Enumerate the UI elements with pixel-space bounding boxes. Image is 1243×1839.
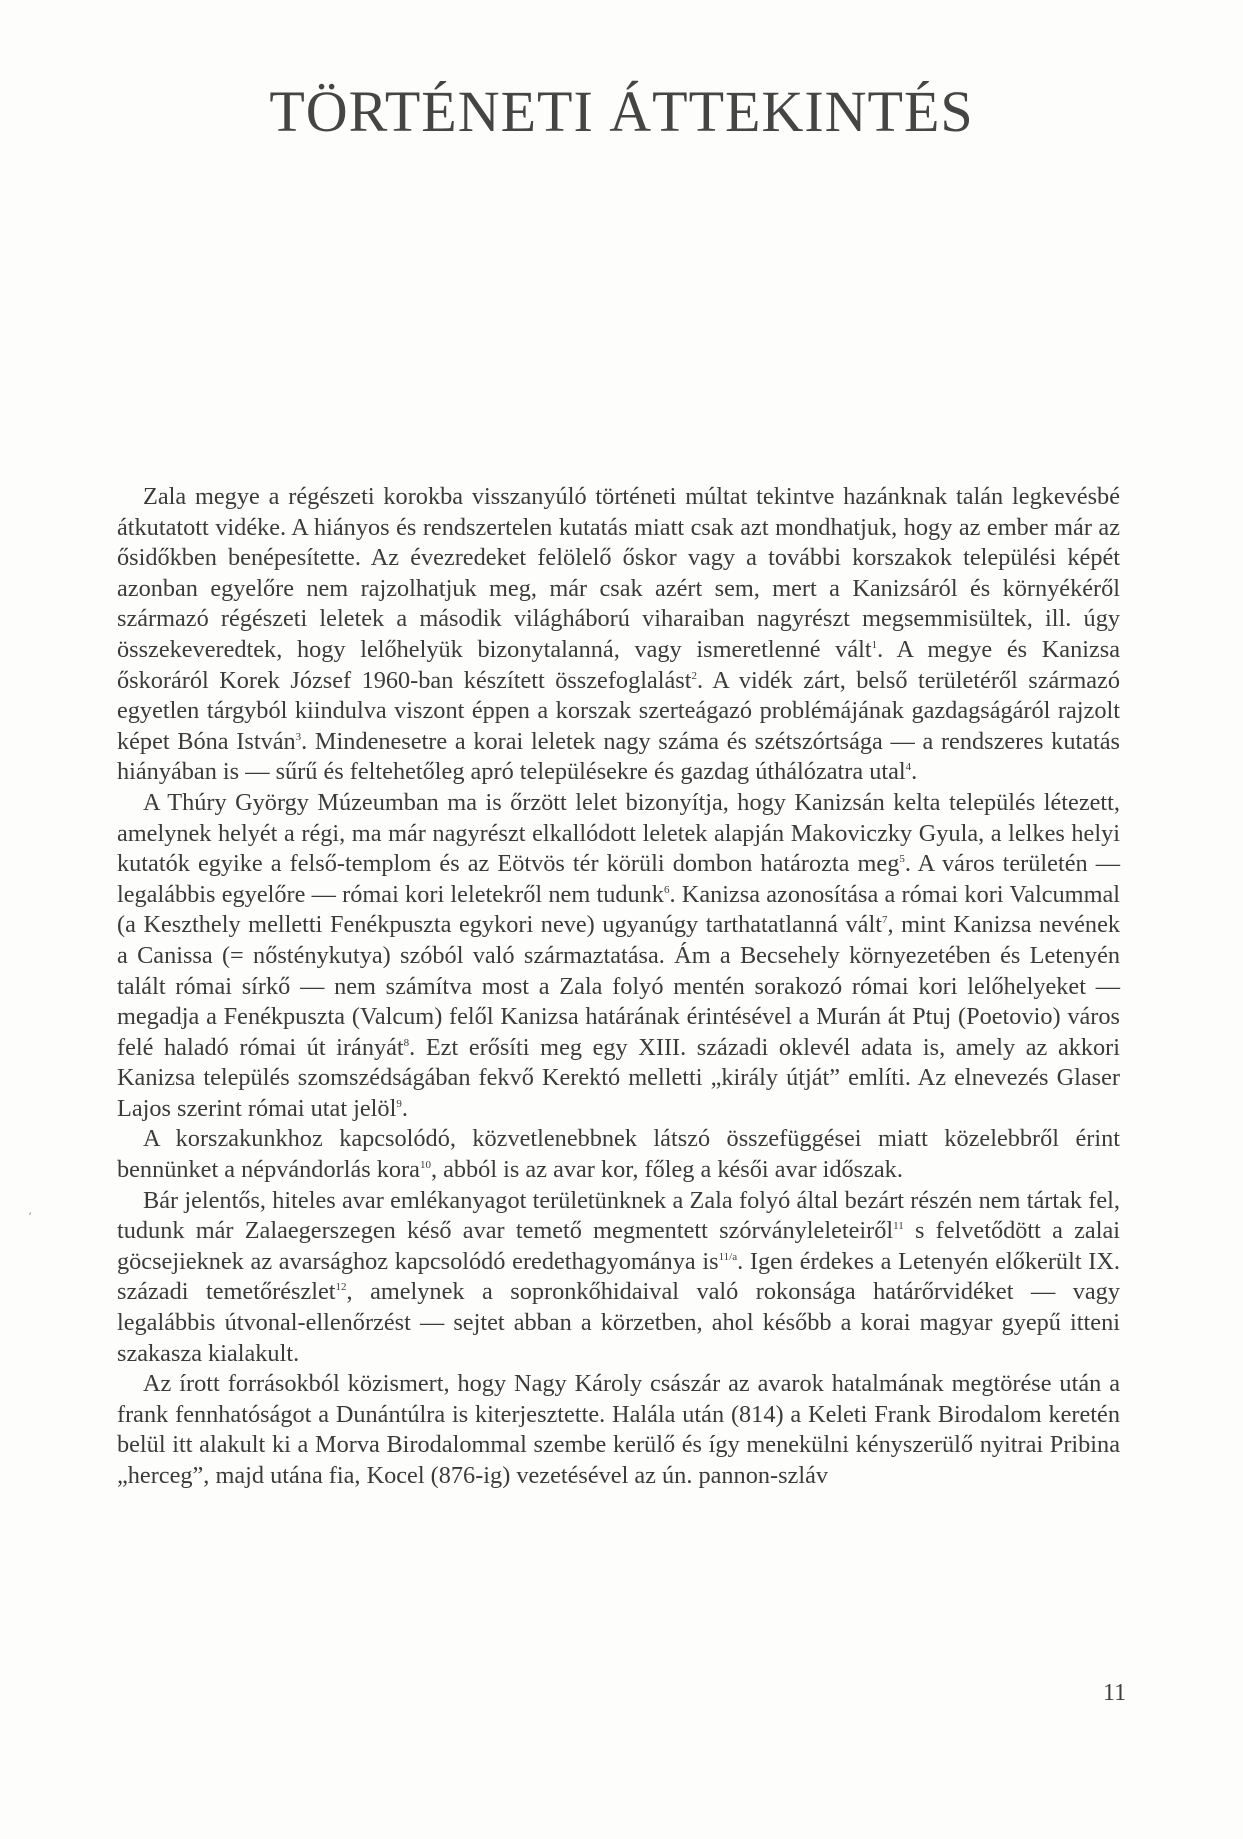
footnote-reference: 3 [295,730,302,743]
footnote-reference: 2 [691,669,697,682]
footnote-reference: 1 [871,638,878,651]
paragraph: Az írott forrásokból közismert, hogy Nagy Károly császár az avarok hatalmának megtörése után a frank fennhatóságot a Dunántúlra is kiterjesztette. Halála után (814) a Keleti Frank Birodalom keretén belül itt alakult ki a Morva Birodalommal szembe kerülő és így menekülni kényszerülő nyitrai Pribina „herceg”, majd utána fia, Kocel (876-ig) vezetésével az ún. pannon-szláv [117,1370,1120,1489]
scan-artifact-mark: ʻ [28,1210,32,1224]
paragraph: A Thúry György Múzeumban ma is őrzött lelet bizonyítja, hogy Kanizsán kelta település létezett, amelynek helyét a régi, ma már nagyrészt elkallódott leletek alapján Makoviczky Gyula, a lelkes helyi kutatók egyike a felső-templom és az Eötvös tér körüli dombon határozta meg$^5$. A város területén — legalábbis egyelőre — római kori leletekről nem tudunk$^6$. Kanizsa azonosítása a római kori Valcummal (a Keszthely melletti Fenékpuszta egykori neve) ugyanúgy tarthatatlanná vált$^7$, mint Kanizsa nevének a Canissa (= nősténykutya) szóból való származtatása. Ám a Becsehely környezetében és Letenyén talált római sírkő — nem számítva most a Zala folyó mentén sorakozó római kori lelőhelyeket — megadja a Fenékpuszta (Valcum) felől Kanizsa határának érintésével a Murán át Ptuj (Poetovio) város felé haladó római út irányát$^8$. Ezt erősíti meg egy XIII. századi oklevél adata is, amely az akkori Kanizsa település szomszédságában fekvő Kerektó melletti „király útját” említi. Az elnevezés Glaser Lajos szerint római utat jelöl$^9$. [117,788,1121,1122]
footnote-reference: 11/a [718,1250,738,1263]
footnote-reference: 12 [335,1281,347,1294]
footnote-reference: 7 [881,914,888,927]
footnote-reference: 9 [396,1097,402,1110]
page-number: 11 [1103,1680,1127,1706]
footnote-reference: 10 [419,1159,431,1172]
footnote-reference: 4 [905,761,912,774]
page-title: TÖRTÉNETI ÁTTEKINTÉS [269,79,974,144]
body-text [117,482,1120,1492]
footnote-reference: 5 [899,853,905,866]
footnote-reference: 8 [403,1036,410,1049]
paragraph: Bár jelentős, hiteles avar emlékanyagot területünknek a Zala folyó által bezárt részén nem tártak fel, tudunk már Zalaegerszegen késő avar temető megmentett szórványleleteiről$^{11}$ s felvetődött a zalai göcsejieknek az avarsághoz kapcsolódó eredethagyománya $is^{11/a}$. Igen érdekes a Letenyén előkerült IX. századi temetőrészlet$^{12}$, amelynek a sopronkőhidaival való rokonsága határőrvidéket — vagy legalábbis útvonal-ellenőrzést — sejtet abban a körzetben, ahol később a korai magyar gyepű itteni szakasza kialakult. [117,1186,1120,1367]
paragraph: Zala megye a régészeti korokba visszanyúló történeti múltat tekintve hazánknak talán legkevésbé átkutatott vidéke. A hiányos és rendszertelen kutatás miatt csak azt mondhatjuk, hogy az ember már az ősidőkben benépesítette. Az évezredeket felölelő őskor vagy a további korszakok települési képét azonban egyelőre nem rajzolhatjuk meg, már csak azért sem, mert a Kanizsáról és környékéről származó régészeti leletek a második világháború viharaiban nagyrészt megsemmisültek, ill. úgy összekeveredtek, hogy lelőhelyük bizonytalanná, vagy ismeretlenné vált$^1$. A megye és Kanizsa őskoráról Korek József 1960-ban készített összefoglalást$^2$. A vidék zárt, belső területéről származó egyetlen tárgyból kiindulva viszont éppen a korszak szerteágazó problémájának gazdagságáról rajzolt képet Bóna István$^3$. Mindenesetre a korai leletek nagy száma és szétszórtsága — a rendszeres kutatás hiányában is — sűrű és feltehetőleg apró településekre és gazdag úthálózatra utal$^4$. [117,483,1121,786]
footnote-reference: 11 [893,1220,904,1233]
footnote-reference: 6 [663,883,670,896]
paragraph: A korszakunkhoz kapcsolódó, közvetlenebbnek látszó összefüggései miatt közelebbről érint bennünket a népvándorlás kora$^{10}$, abból is az avar kor, főleg a késői avar időszak. [117,1125,1120,1184]
